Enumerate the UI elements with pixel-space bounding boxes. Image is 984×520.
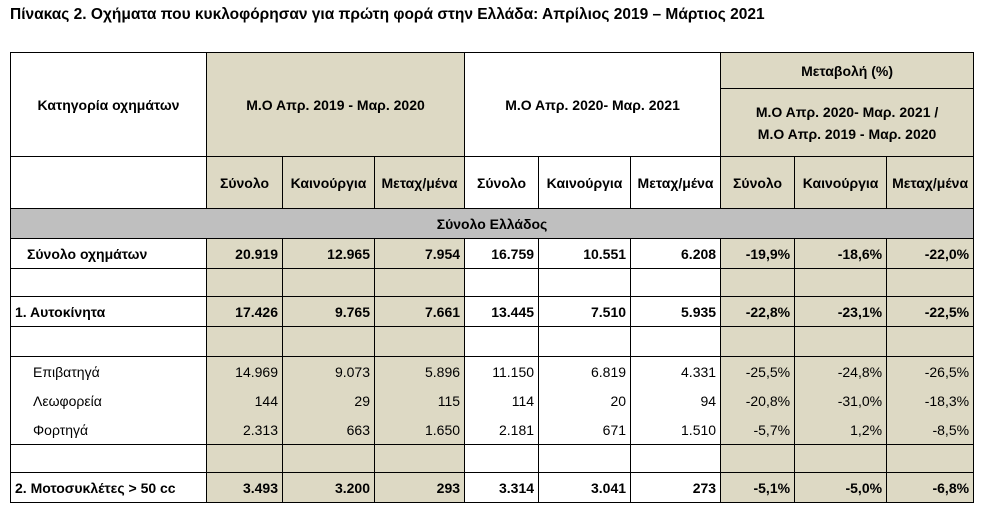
cell: 29 [283,387,375,416]
cell: 6.208 [631,239,721,269]
cell: -26,5% [887,357,974,387]
cell: 663 [283,416,375,445]
cell: 13.445 [465,297,539,327]
period2-header: Μ.Ο Απρ. 2020- Μαρ. 2021 [465,53,721,157]
row-label: 1. Αυτοκίνητα [11,297,207,327]
column-header: Σύνολο [465,157,539,209]
change-subheader [721,89,974,157]
column-header: Μεταχ/μένα [375,157,465,209]
category-header: Κατηγορία οχημάτων [11,53,207,157]
cell: 3.493 [207,473,283,503]
row-label: Φορτηγά [11,416,207,445]
spacer-row [11,445,974,473]
cell: -23,1% [795,297,887,327]
row-label: Επιβατηγά [11,357,207,387]
cell: -18,3% [887,387,974,416]
cell: 5.896 [375,357,465,387]
cell: 2.313 [207,416,283,445]
cell: 94 [631,387,721,416]
cell: -22,5% [887,297,974,327]
cell: 115 [375,387,465,416]
column-header: Σύνολο [721,157,795,209]
cell: 9.073 [283,357,375,387]
cell: 2.181 [465,416,539,445]
cell: 7.661 [375,297,465,327]
cell: -25,5% [721,357,795,387]
change-subheader-line1: Μ.Ο Απρ. 2020- Μαρ. 2021 / [755,103,939,120]
cell: -19,9% [721,239,795,269]
cell: 12.965 [283,239,375,269]
cell: 1.650 [375,416,465,445]
section-row: Σύνολο Ελλάδος [11,209,974,239]
cell: -20,8% [721,387,795,416]
cell: 20.919 [207,239,283,269]
row-label: 2. Μοτοσυκλέτες > 50 cc [11,473,207,503]
table-row [11,416,974,445]
cell: 3.200 [283,473,375,503]
cell: -18,6% [795,239,887,269]
cell: -6,8% [887,473,974,503]
column-header: Μεταχ/μένα [887,157,974,209]
spacer-row [11,327,974,357]
table-row [11,473,974,503]
cell: 114 [465,387,539,416]
cell: 273 [631,473,721,503]
cell: 144 [207,387,283,416]
cell: 10.551 [539,239,631,269]
cell: 671 [539,416,631,445]
change-header: Μεταβολή (%) [721,53,974,89]
cell: 7.510 [539,297,631,327]
cell: 7.954 [375,239,465,269]
cell: -5,0% [795,473,887,503]
column-header: Καινούργια [539,157,631,209]
table-title: Πίνακας 2. Οχήματα που κυκλοφόρησαν για πρώτη φορά στην Ελλάδα: Απρίλιος 2019 – Μάρτιος 2021 [10,6,765,23]
change-subheader-line2: Μ.Ο Απρ. 2019 - Μαρ. 2020 [757,125,937,142]
cell: 16.759 [465,239,539,269]
category-header-cell [11,157,207,209]
cell: 3.041 [539,473,631,503]
row-label: Λεωφορεία [11,387,207,416]
column-header: Σύνολο [207,157,283,209]
cell: -31,0% [795,387,887,416]
cell: -5,1% [721,473,795,503]
cell: -5,7% [721,416,795,445]
cell: -22,8% [721,297,795,327]
cell: 11.150 [465,357,539,387]
cell: 9.765 [283,297,375,327]
cell: 1,2% [795,416,887,445]
table-row [11,297,974,327]
cell: -8,5% [887,416,974,445]
cell: 4.331 [631,357,721,387]
column-header: Μεταχ/μένα [631,157,721,209]
cell: 17.426 [207,297,283,327]
table-row [11,239,974,269]
cell: -24,8% [795,357,887,387]
vehicles-table [10,52,974,503]
spacer-row [11,269,974,297]
column-header: Καινούργια [283,157,375,209]
row-label: Σύνολο οχημάτων [11,239,207,269]
table-row [11,387,974,416]
cell: 293 [375,473,465,503]
period1-header: Μ.Ο Απρ. 2019 - Μαρ. 2020 [207,53,465,157]
cell: 1.510 [631,416,721,445]
cell: 14.969 [207,357,283,387]
cell: 6.819 [539,357,631,387]
cell: -22,0% [887,239,974,269]
cell: 3.314 [465,473,539,503]
table-row [11,357,974,387]
cell: 20 [539,387,631,416]
column-header: Καινούργια [795,157,887,209]
cell: 5.935 [631,297,721,327]
